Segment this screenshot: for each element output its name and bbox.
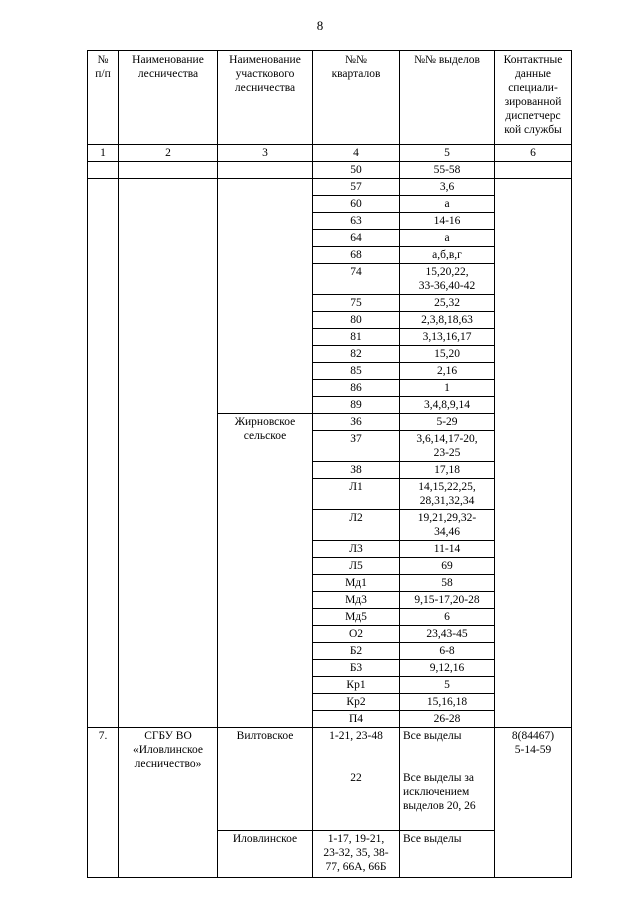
quarter-number: 81 [313,329,400,346]
quarter-number: 82 [313,346,400,363]
quarter-number: 50 [313,162,400,179]
quarter-number: 74 [313,264,400,295]
quarter-number: Мд5 [313,609,400,626]
column-number: 1 [88,145,119,162]
vydel-numbers: 58 [400,575,495,592]
vydel-numbers: а [400,196,495,213]
vydel-numbers: а [400,230,495,247]
vydel-numbers: 3,6 [400,179,495,196]
quarter-number: З6 [313,414,400,431]
row-number: 7. [88,728,119,878]
page-number: 8 [316,18,324,33]
vydel-numbers: 2,16 [400,363,495,380]
district-name: Жирновское сельское [218,414,313,728]
quarter-number: Л3 [313,541,400,558]
quarter-number: З8 [313,462,400,479]
quarter-number: Кр2 [313,694,400,711]
quarter-number: Б2 [313,643,400,660]
vydel-numbers: 3,13,16,17 [400,329,495,346]
vydel-numbers: 23,43-45 [400,626,495,643]
vydel-numbers: 15,20 [400,346,495,363]
vydel-numbers: 5 [400,677,495,694]
quarter-numbers: 1-21, 23-48 22 [313,728,400,831]
vydel-numbers: 14-16 [400,213,495,230]
column-number: 6 [495,145,572,162]
forestry-name: СГБУ ВО «Иловлинское лесничество» [119,728,218,878]
vydel-numbers: 55-58 [400,162,495,179]
vydel-numbers: 9,15-17,20-28 [400,592,495,609]
vydel-numbers: 3,6,14,17-20, 23-25 [400,431,495,462]
vydel-numbers: 14,15,22,25, 28,31,32,34 [400,479,495,510]
table-row [88,162,572,179]
quarter-number: 68 [313,247,400,264]
vydel-numbers: 6-8 [400,643,495,660]
quarter-number: П4 [313,711,400,728]
header-cell: Наименование лесничества [119,51,218,145]
quarter-number: Л5 [313,558,400,575]
vydel-numbers: 9,12,16 [400,660,495,677]
quarter-number: З7 [313,431,400,462]
column-number: 4 [313,145,400,162]
empty-cell [218,162,313,179]
header-cell: №№ выделов [400,51,495,145]
quarter-number: 75 [313,295,400,312]
table-row [88,51,572,145]
empty-cell [119,162,218,179]
header-cell: № п/п [88,51,119,145]
empty-cell [218,179,313,414]
quarter-number: Кр1 [313,677,400,694]
header-cell: Контактные данные специали- зированной диспетчерс кой службы [495,51,572,145]
quarter-number: 63 [313,213,400,230]
quarter-number: Б3 [313,660,400,677]
header-cell: №№ кварталов [313,51,400,145]
district-name: Иловлинское [218,831,313,878]
column-number: 5 [400,145,495,162]
contact-info: 8(84467) 5-14-59 [495,728,572,878]
quarter-number: 57 [313,179,400,196]
quarter-number: 64 [313,230,400,247]
vydel-numbers: Все выделы [400,831,495,878]
empty-cell [88,162,119,179]
vydel-numbers: 17,18 [400,462,495,479]
vydel-numbers: а,б,в,г [400,247,495,264]
empty-cell [119,179,218,728]
vydel-numbers: Все выделы Все выделы за исключением выделов 20, 26 [400,728,495,831]
table-row [88,728,572,831]
quarter-number: Л1 [313,479,400,510]
quarter-number: О2 [313,626,400,643]
quarter-number: Мд3 [313,592,400,609]
vydel-numbers: 19,21,29,32- 34,46 [400,510,495,541]
header-cell: Наименование участкового лесничества [218,51,313,145]
vydel-numbers: 25,32 [400,295,495,312]
quarter-number: 89 [313,397,400,414]
quarter-number: 80 [313,312,400,329]
empty-cell [495,179,572,728]
empty-cell [495,162,572,179]
vydel-numbers: 11-14 [400,541,495,558]
column-number: 2 [119,145,218,162]
vydel-numbers: 3,4,8,9,14 [400,397,495,414]
quarter-number: 85 [313,363,400,380]
quarter-number: Л2 [313,510,400,541]
district-name: Вилтовское [218,728,313,831]
vydel-numbers: 1 [400,380,495,397]
forest-districts-table [87,50,572,878]
table-row [88,179,572,196]
vydel-numbers: 5-29 [400,414,495,431]
table-row [88,145,572,162]
vydel-numbers: 6 [400,609,495,626]
quarter-number: Мд1 [313,575,400,592]
quarter-number: 60 [313,196,400,213]
column-number: 3 [218,145,313,162]
vydel-numbers: 2,3,8,18,63 [400,312,495,329]
quarter-numbers: 1-17, 19-21, 23-32, 35, 38- 77, 66А, 66Б [313,831,400,878]
vydel-numbers: 15,16,18 [400,694,495,711]
vydel-numbers: 26-28 [400,711,495,728]
vydel-numbers: 15,20,22, 33-36,40-42 [400,264,495,295]
vydel-numbers: 69 [400,558,495,575]
empty-cell [88,179,119,728]
quarter-number: 86 [313,380,400,397]
